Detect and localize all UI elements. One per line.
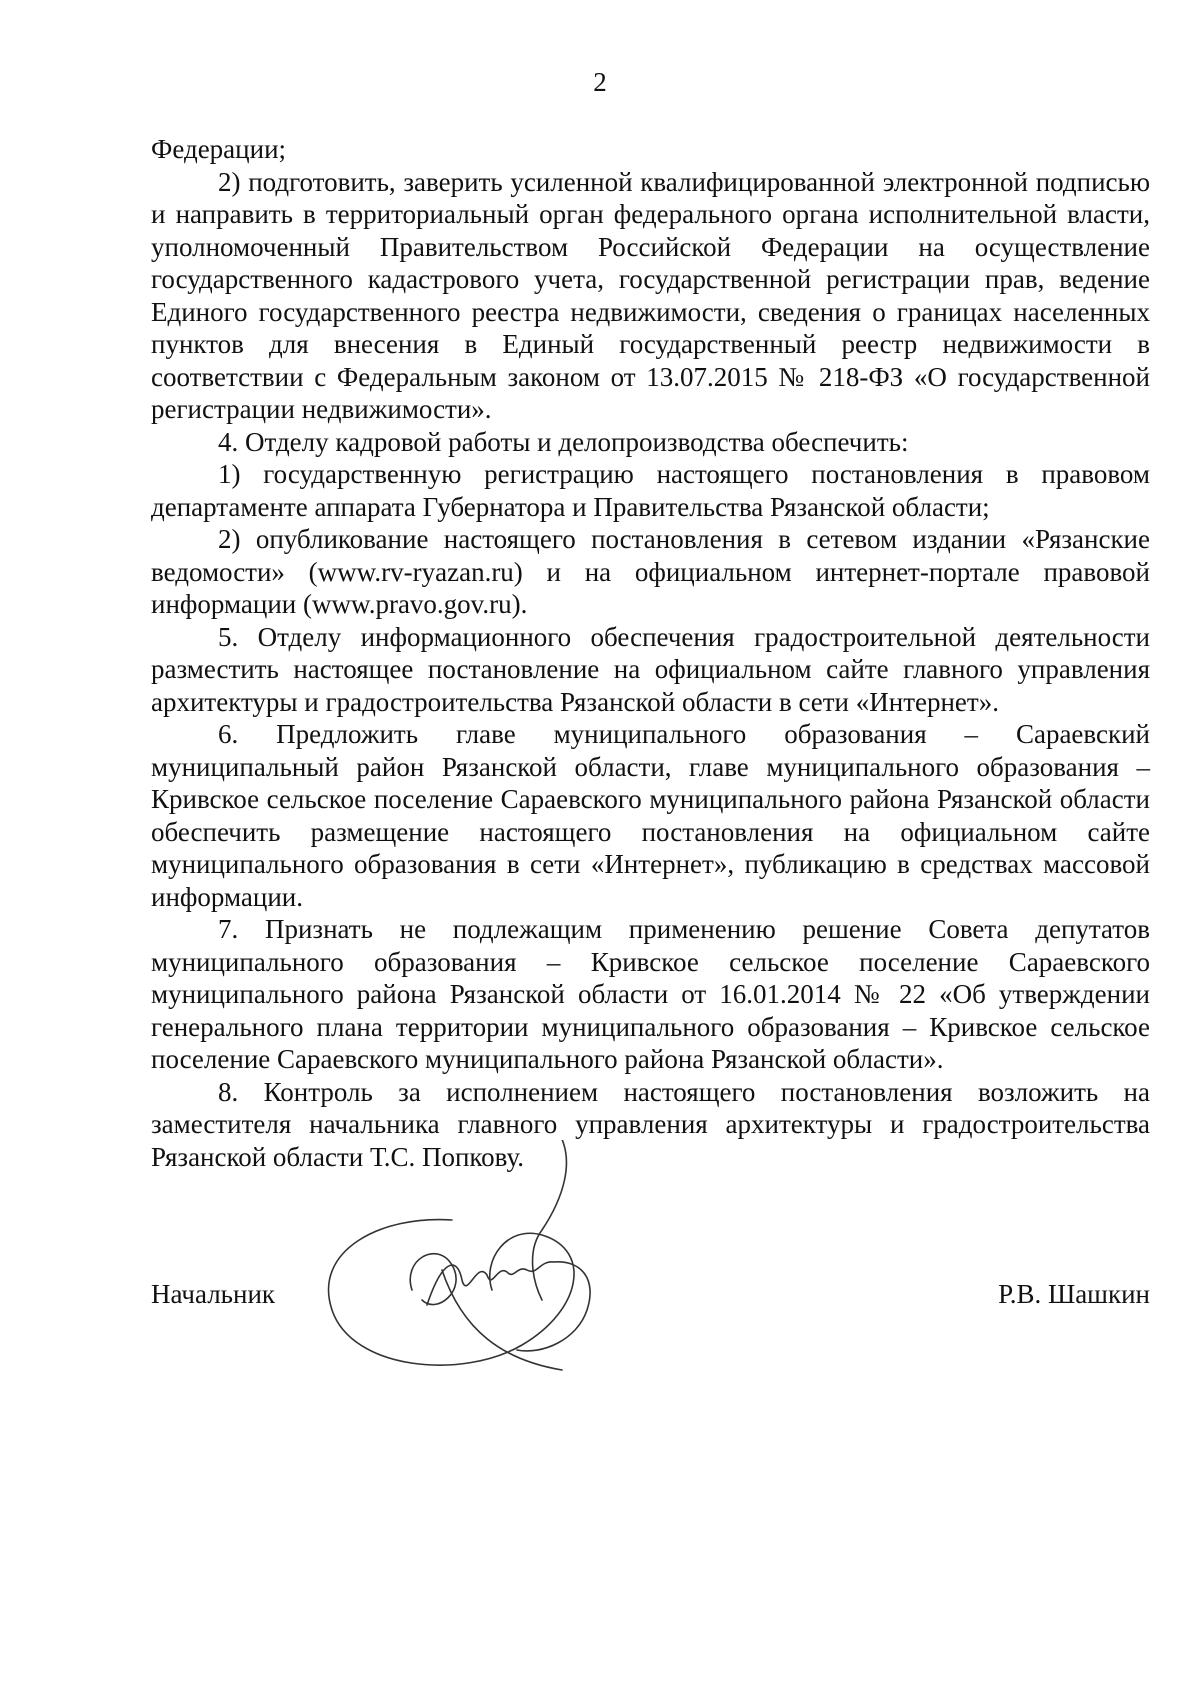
page-number: 2: [593, 67, 607, 97]
paragraph-item-4-1: 1) государственную регистрацию настоящего постановления в правовом департаменте аппарата Губернатора и Правительства Рязанской области;: [151, 459, 1150, 522]
paragraph-item-4-2: 2) опубликование настоящего постановления в сетевом издании «Рязанские ведомости» (www.rv-ryazan.ru) и на официальном интернет-портале правовой информации (www.pravo.gov.ru).: [151, 524, 1150, 619]
paragraph-item-2-cadastre: 2) подготовить, заверить усиленной квалифицированной электронной подписью и направить в территориальный орган федерального органа исполнительной власти, уполномоченный Правительством Российской Федерации на осуществление государственного кадастрового учета, государственной регистрации прав, ведение Единого государственного реестра недвижимости, сведения о границах населенных пунктов для внесения в Единый государственный реестр недвижимости в соответствии с Федеральным законом от 13.07.2015 № 218-ФЗ «О государственной регистрации недвижимости».: [151, 166, 1150, 424]
paragraph-item-6: 6. Предложить главе муниципального образования – Сараевский муниципальный район Рязанской области, главе муниципального образования – Кривское сельское поселение Сараевского муниципального района Рязанской области обеспечить размещение настоящего постановления на официальном сайте муниципального образования в сети «Интернет», публикацию в средствах массовой информации.: [151, 719, 1150, 912]
signatory-name: Р.В. Шашкин: [998, 1279, 1150, 1309]
paragraph-item-4: 4. Отделу кадровой работы и делопроизводства обеспечить:: [218, 426, 909, 457]
paragraph-federation-end: Федерации;: [151, 134, 287, 164]
paragraph-item-7: 7. Признать не подлежащим применению решение Совета депутатов муниципального образования – Кривское сельское поселение Сараевского муниципального района Рязанской области от 16.01.2014 № 22 «Об утверждении генерального плана территории муниципального образования – Кривское сельское поселение Сараевского муниципального района Рязанской области».: [151, 914, 1150, 1074]
signatory-title: Начальник: [151, 1279, 276, 1309]
signature-block: [151, 1260, 1150, 1350]
paragraph-item-8: 8. Контроль за исполнением настоящего постановления возложить на заместителя начальника главного управления архитектуры и градостроительства Рязанской области Т.С. Попкову.: [151, 1076, 1150, 1172]
document-body: [151, 133, 1150, 1173]
paragraph-item-5: 5. Отделу информационного обеспечения градостроительной деятельности разместить настоящее постановление на официальном сайте главного управления архитектуры и градостроительства Рязанской области в сети «Интернет».: [151, 621, 1150, 717]
